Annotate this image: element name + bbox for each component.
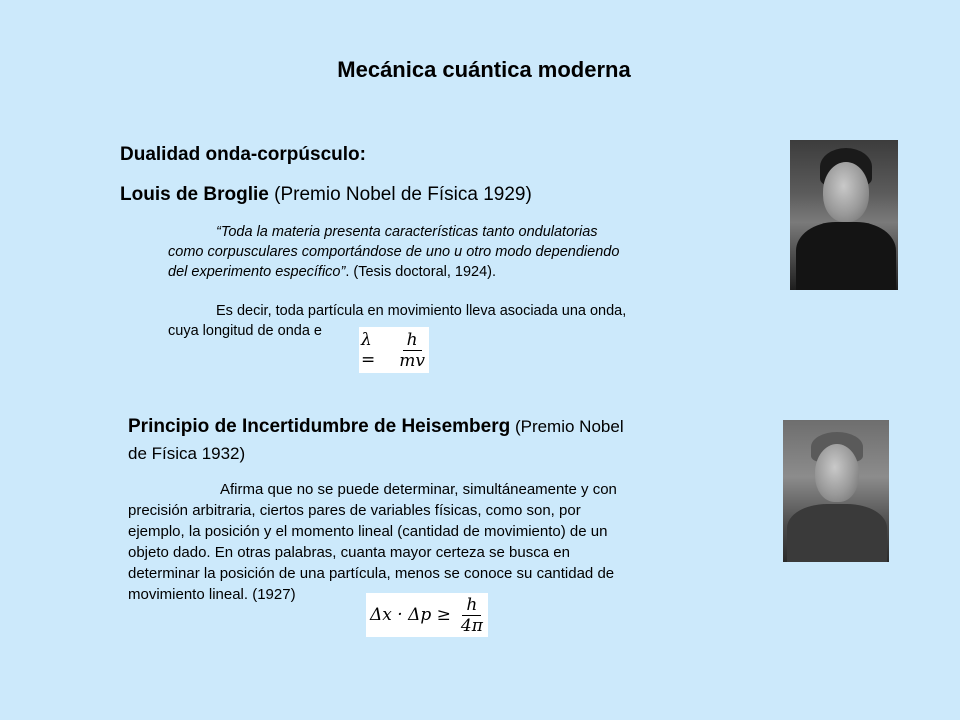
heisenberg-photo — [783, 420, 889, 562]
de-broglie-quote — [168, 222, 768, 282]
formula-fraction — [395, 330, 429, 371]
quote-line: como corpusculares comportándose de uno u otro modo dependiendo — [168, 244, 620, 260]
quote-citation: . (Tesis doctoral, 1924). — [345, 264, 497, 280]
quote-italic-part: del experimento específico” — [168, 264, 346, 280]
de-broglie-explanation — [168, 301, 768, 341]
page-title: Mecánica cuántica moderna — [337, 57, 631, 82]
de-broglie-award: (Premio Nobel de Física 1929) — [268, 184, 532, 205]
heisenberg-formula — [366, 593, 488, 637]
explanation-line: Es decir, toda partícula en movimiento lleva asociada una onda, — [216, 303, 627, 319]
explanation-line: cuya longitud de onda e — [168, 323, 322, 339]
heisenberg-heading — [128, 414, 768, 468]
formula-denominator: mv — [399, 350, 425, 371]
heisenberg-text — [128, 479, 768, 605]
formula-denominator: 4π — [460, 615, 483, 636]
heisenberg-line: Afirma que no se puede determinar, simultáneamente y con — [220, 481, 617, 498]
de-broglie-heading — [120, 184, 532, 206]
formula-numerator: h — [403, 330, 422, 351]
formula-fraction — [457, 595, 487, 636]
heisenberg-line: determinar la posición de una partícula, menos se conoce su cantidad de — [128, 565, 615, 582]
heisenberg-award-year: de Física 1932) — [128, 444, 246, 463]
heisenberg-principle: Principio de Incertidumbre de Heisemberg — [128, 416, 511, 437]
section-heading-duality: Dualidad onda-corpúsculo: — [120, 144, 366, 165]
quote-line — [168, 262, 768, 282]
de-broglie-formula — [359, 327, 429, 373]
de-broglie-name: Louis de Broglie — [120, 184, 269, 205]
formula-lhs: Δx · Δp ≥ — [370, 605, 451, 625]
heisenberg-line: precisión arbitraria, ciertos pares de variables físicas, como son, por — [128, 502, 581, 519]
heisenberg-award: (Premio Nobel — [510, 417, 624, 436]
quote-line: “Toda la materia presenta características tanto ondulatorias — [216, 224, 598, 240]
heisenberg-line: objeto dado. En otras palabras, cuanta mayor certeza se busca en — [128, 544, 570, 561]
formula-numerator: h — [462, 595, 481, 616]
heisenberg-line: ejemplo, la posición y el momento lineal (cantidad de movimiento) de un — [128, 523, 608, 540]
de-broglie-photo — [790, 140, 898, 290]
formula-lhs: λ = — [361, 330, 376, 370]
heisenberg-line: movimiento lineal. (1927) — [128, 586, 296, 603]
